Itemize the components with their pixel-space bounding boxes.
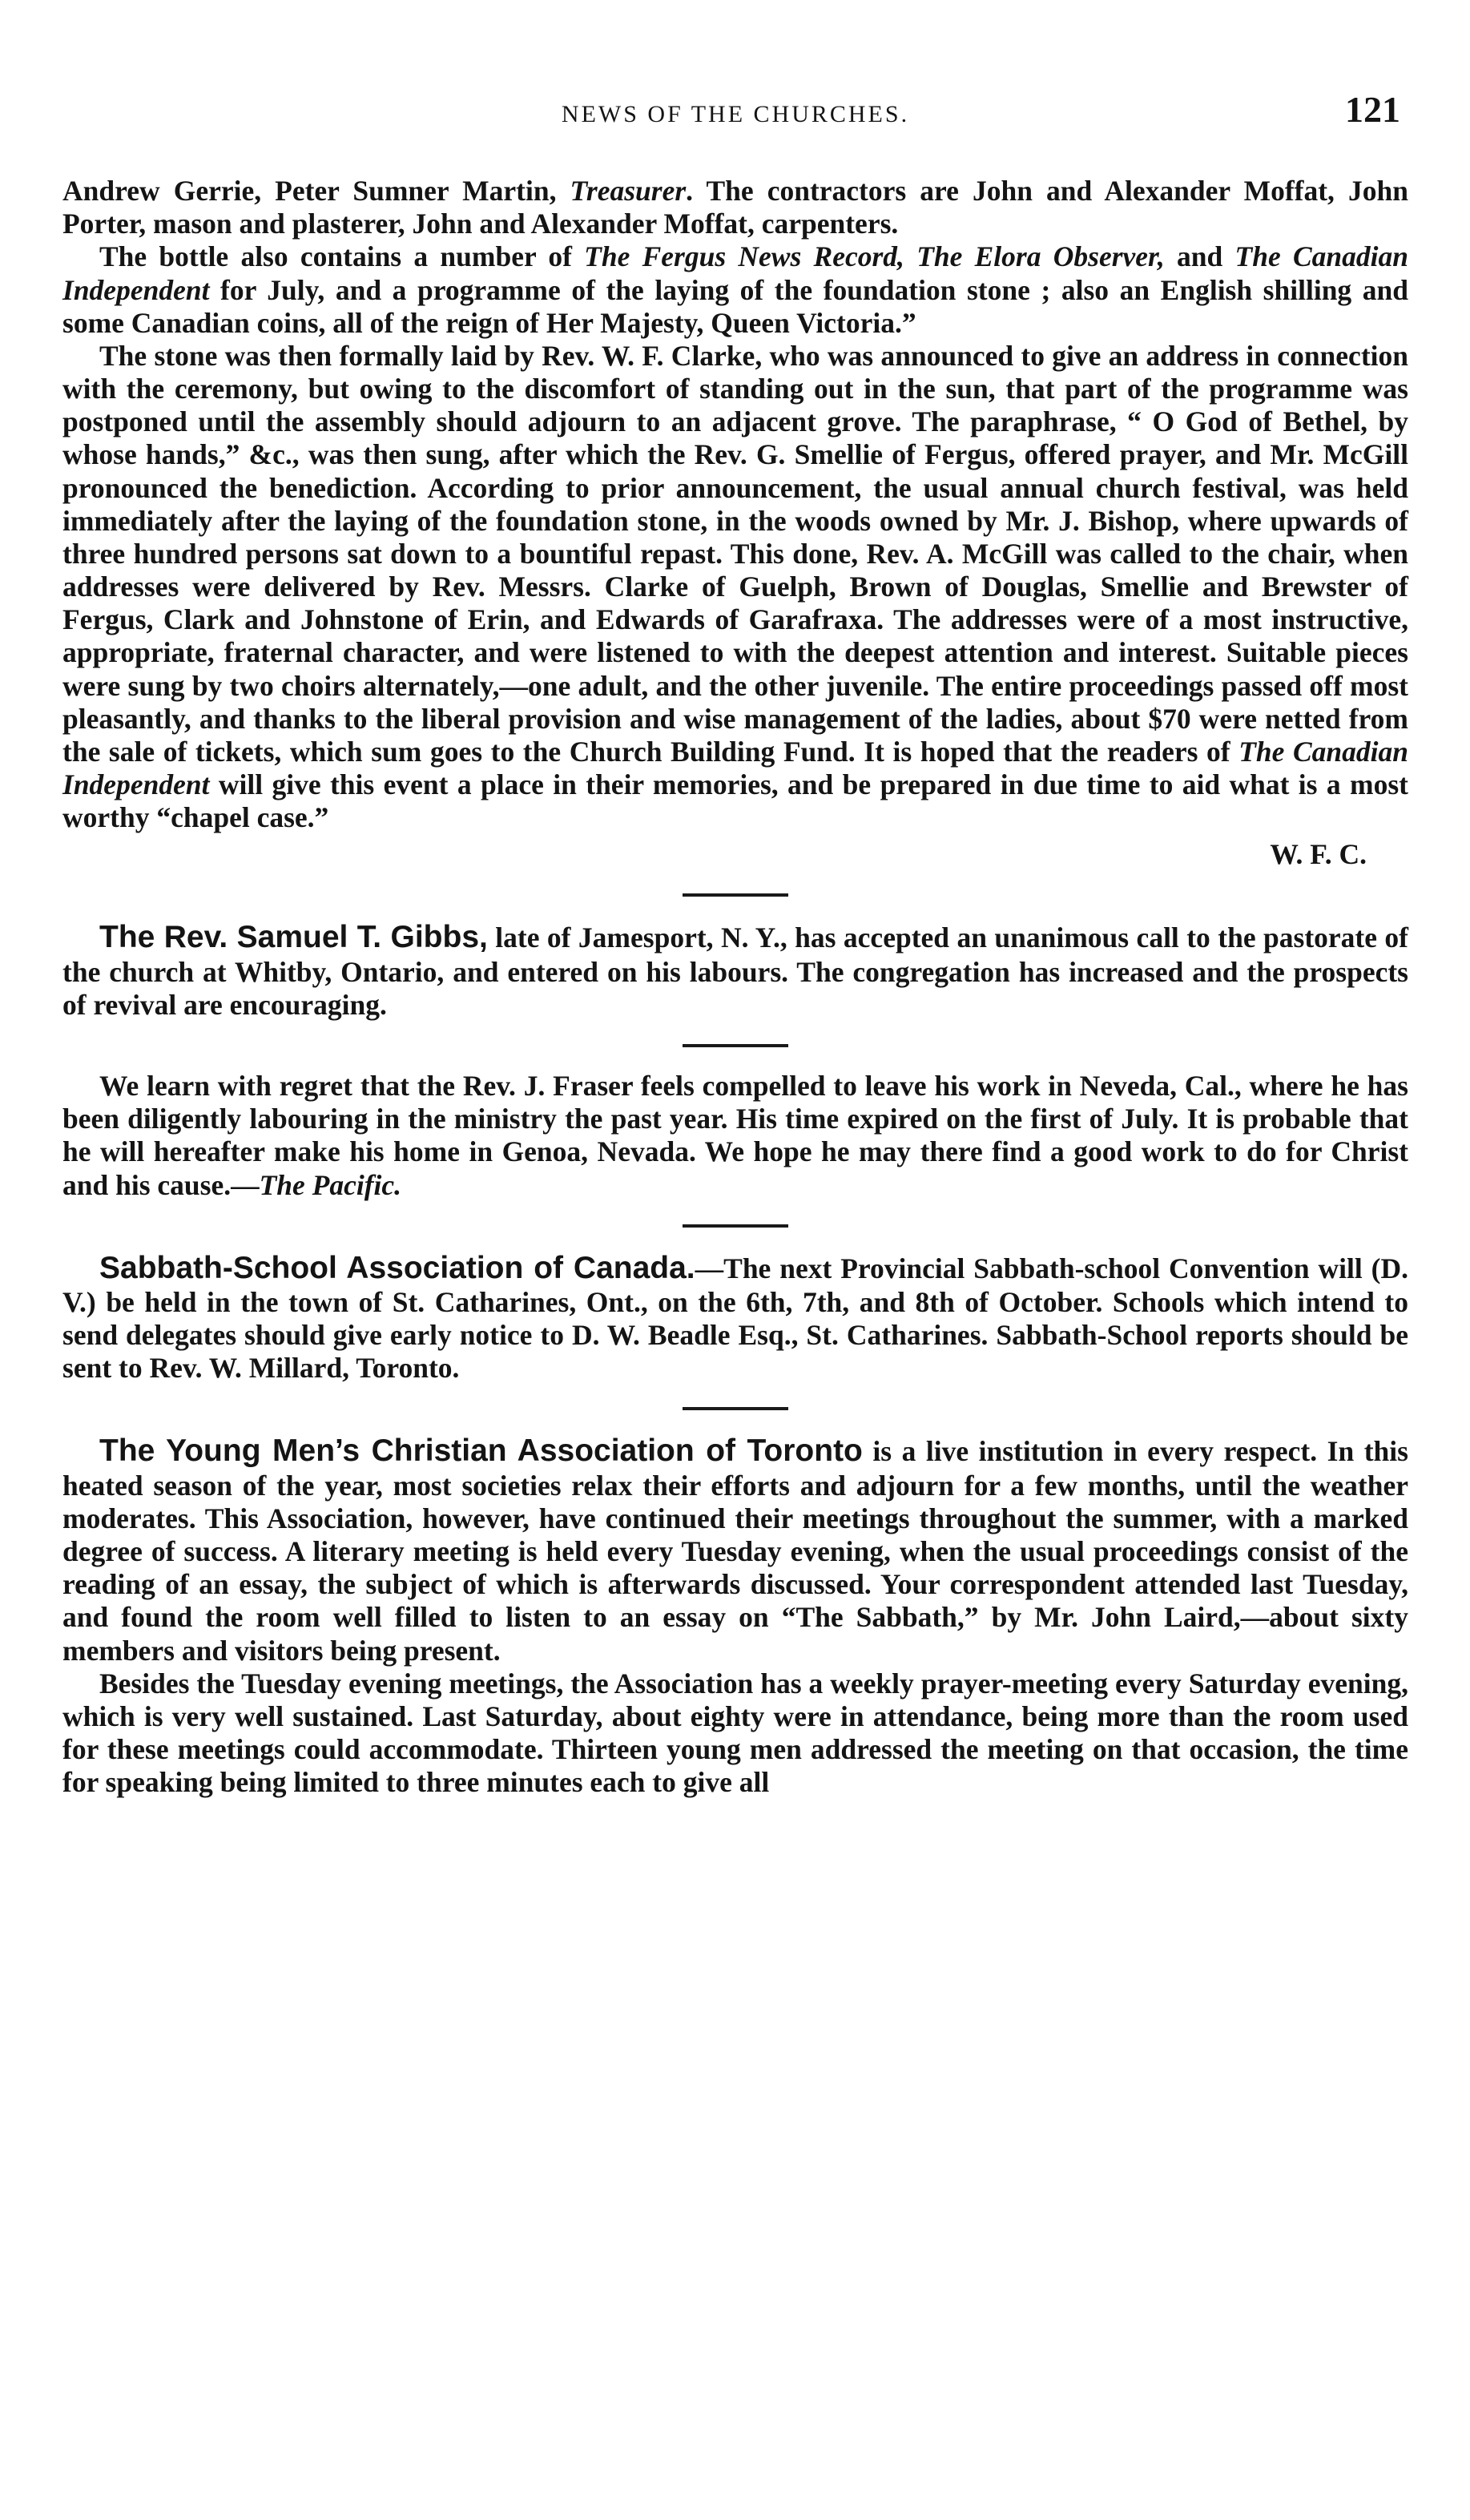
article5-lead: The Young Men’s Christian Association of Toronto <box>99 1433 863 1469</box>
document-page <box>62 88 1408 1799</box>
article1-p2-italic-papers: The Fergus News Record, The Elora Observer, <box>584 240 1165 273</box>
article1-p2-text-e: for July, and a programme of the laying of the foundation stone ; also an English shilling and some Canadian coins, all of the reign of Her Majesty, Queen Victoria.” <box>62 273 1408 339</box>
section-divider-3 <box>683 1224 788 1228</box>
article4-paragraph <box>62 1250 1408 1385</box>
article1-p1-italic: Treasurer <box>570 175 687 207</box>
article1-p3-text-c: will give this event a place in their memories, and be prepared in due time to aid what is a most worthy “chapel case.” <box>62 768 1408 834</box>
article3-source: The Pacific. <box>259 1168 402 1201</box>
article1-p1-text-a: Andrew Gerrie, Peter Sumner Martin, <box>62 175 570 207</box>
article3-body: We learn with regret that the Rev. J. Fraser feels compelled to leave his work in Neveda, Cal., where he has been diligently labouring in the ministry the past year. His time expired on the first of July. It is probable that he will hereafter make his home in Genoa, Nevada. We hope he may there find a good work to do for Christ and his cause.— <box>62 1070 1408 1201</box>
article1-p1-text-c: . The contractors are John and Alexander Moffat, John Porter, mason and plasterer, John and Alexander Moffat, carpenters. <box>62 175 1408 240</box>
running-title: NEWS OF THE CHURCHES. <box>561 101 910 127</box>
article5-paragraph-1 <box>62 1433 1408 1667</box>
article2-lead: The Rev. Samuel T. Gibbs, <box>99 920 488 955</box>
article1-p2-italic-independent: The Canadian Independent <box>62 240 1408 306</box>
article1-paragraph-1 <box>62 175 1408 240</box>
section-divider-1 <box>683 893 788 897</box>
article1-paragraph-2 <box>62 240 1408 340</box>
article3-paragraph <box>62 1070 1408 1202</box>
section-divider-2 <box>683 1044 788 1047</box>
article5-body-1: is a live institution in every respect. In this heated season of the year, most societies relax their efforts and adjourn for a few months, until the weather moderates. This Association, however, have continued their meetings throughout the summer, with a marked degree of success. A literary meeting is held every Tuesday evening, when the usual proceedings consist of the reading of an essay, the subject of which is afterwards discussed. Your correspondent attended last Tuesday, and found the room well filled to listen to an essay on “The Sabbath,” by Mr. John Laird,—about sixty members and visitors being present. <box>62 1435 1408 1667</box>
article2-body: late of Jamesport, N. Y., has accepted an unanimous call to the pastorate of the church at Whitby, Ontario, and entered on his labours. The congregation has increased and the prospects of revival are encouraging. <box>62 921 1408 1021</box>
article1-paragraph-3 <box>62 340 1408 835</box>
article5-paragraph-2: Besides the Tuesday evening meetings, the Association has a weekly prayer-meeting every Saturday evening, which is very well sustained. Last Saturday, about eighty were in attendance, being more than the room used for these meetings could accommodate. Thirteen young men addressed the meeting on that occasion, the time for speaking being limited to three minutes each to give all <box>62 1667 1408 1799</box>
article1-p3-italic: The Canadian Independent <box>62 735 1408 801</box>
running-head <box>62 88 1408 138</box>
article1-p2-text-a: The bottle also contains a number of <box>99 240 585 273</box>
section-divider-4 <box>683 1407 788 1410</box>
article1-signature: W. F. C. <box>1270 838 1367 871</box>
page-number: 121 <box>1345 89 1400 130</box>
article1-p2-text-c: and <box>1164 240 1235 273</box>
article4-lead: Sabbath-School Association of Canada. <box>99 1250 695 1285</box>
article4-body: —The next Provincial Sabbath-school Convention will (D. V.) be held in the town of St. Catharines, Ont., on the 6th, 7th, and 8th of October. Schools which intend to send delegates should give early notice to D. W. Beadle Esq., St. Catharines. Sabbath-School reports should be sent to Rev. W. Millard, Toronto. <box>62 1252 1408 1385</box>
article1-p3-text-a: The stone was then formally laid by Rev. W. F. Clarke, who was announced to give an address in connection with the ceremony, but owing to the discomfort of standing out in the sun, that part of the programme was postponed until the assembly should adjourn to an adjacent grove. The paraphrase, “ O God of Bethel, by whose hands,” &c., was then sung, after which the Rev. G. Smellie of Fergus, offered prayer, and Mr. McGill pronounced the benediction. According to prior announcement, the usual annual church festival, was held immediately after the laying of the foundation stone, in the woods owned by Mr. J. Bishop, where upwards of three hundred persons sat down to a bountiful repast. This done, Rev. A. McGill was called to the chair, when addresses were delivered by Rev. Messrs. Clarke of Guelph, Brown of Douglas, Smellie and Brewster of Fergus, Clark and Johnstone of Erin, and Edwards of Garafraxa. The addresses were of a most instructive, appropriate, fraternal character, and were listened to with the deepest attention and interest. Suitable pieces were sung by two choirs alternately,—one adult, and the other juvenile. The entire proceedings passed off most pleasantly, and thanks to the liberal provision and wise management of the ladies, about $70 were netted from the sale of tickets, which sum goes to the Church Building Fund. It is hoped that the readers of <box>62 339 1408 768</box>
article2-paragraph <box>62 919 1408 1022</box>
